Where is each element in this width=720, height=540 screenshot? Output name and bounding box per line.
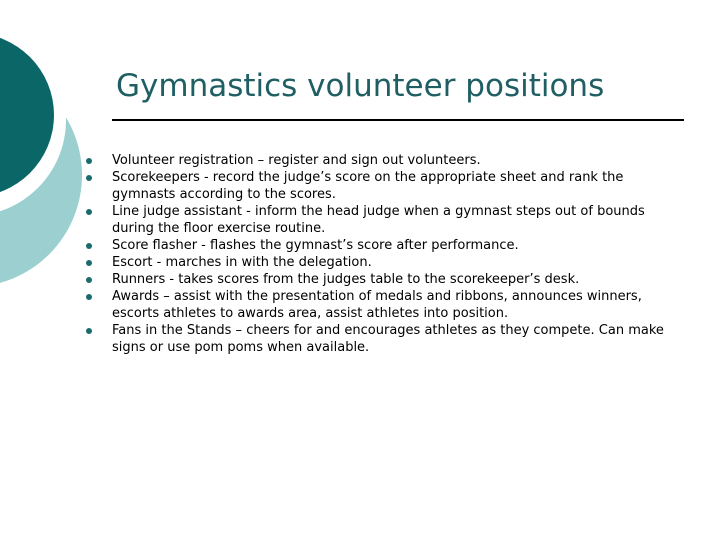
bullet-icon: [86, 243, 92, 249]
bullet-icon: [86, 175, 92, 181]
bullet-text: Awards – assist with the presentation of medals and ribbons, announces winners, escorts athletes to awards area, assist athletes into position.: [112, 289, 642, 321]
bullet-icon: [86, 294, 92, 300]
bullet-icon: [86, 158, 92, 164]
bullet-text: Fans in the Stands – cheers for and encourages athletes as they compete. Can make signs or use pom poms when available.: [112, 323, 664, 355]
bullet-item: [84, 169, 684, 203]
bullet-text: Score flasher - flashes the gymnast’s score after performance.: [112, 238, 519, 253]
title-divider: [112, 119, 684, 121]
bullet-item: [84, 271, 684, 288]
bullet-item: [84, 203, 684, 237]
bullet-item: [84, 237, 684, 254]
bullet-item: [84, 288, 684, 322]
bullet-icon: [86, 209, 92, 215]
bullet-icon: [86, 260, 92, 266]
slide-title: Gymnastics volunteer positions: [116, 68, 605, 104]
bullet-item: [84, 254, 684, 271]
bullet-item: [84, 322, 684, 356]
bullet-list: [84, 152, 684, 356]
bullet-item: [84, 152, 684, 169]
bullet-icon: [86, 328, 92, 334]
bullet-text: Line judge assistant - inform the head judge when a gymnast steps out of bounds during the floor exercise routine.: [112, 204, 645, 236]
bullet-text: Scorekeepers - record the judge’s score on the appropriate sheet and rank the gymnasts according to the scores.: [112, 170, 624, 202]
bullet-icon: [86, 277, 92, 283]
bullet-text: Volunteer registration – register and sign out volunteers.: [112, 153, 481, 168]
bullet-text: Escort - marches in with the delegation.: [112, 255, 372, 270]
bullet-text: Runners - takes scores from the judges table to the scorekeeper’s desk.: [112, 272, 580, 287]
